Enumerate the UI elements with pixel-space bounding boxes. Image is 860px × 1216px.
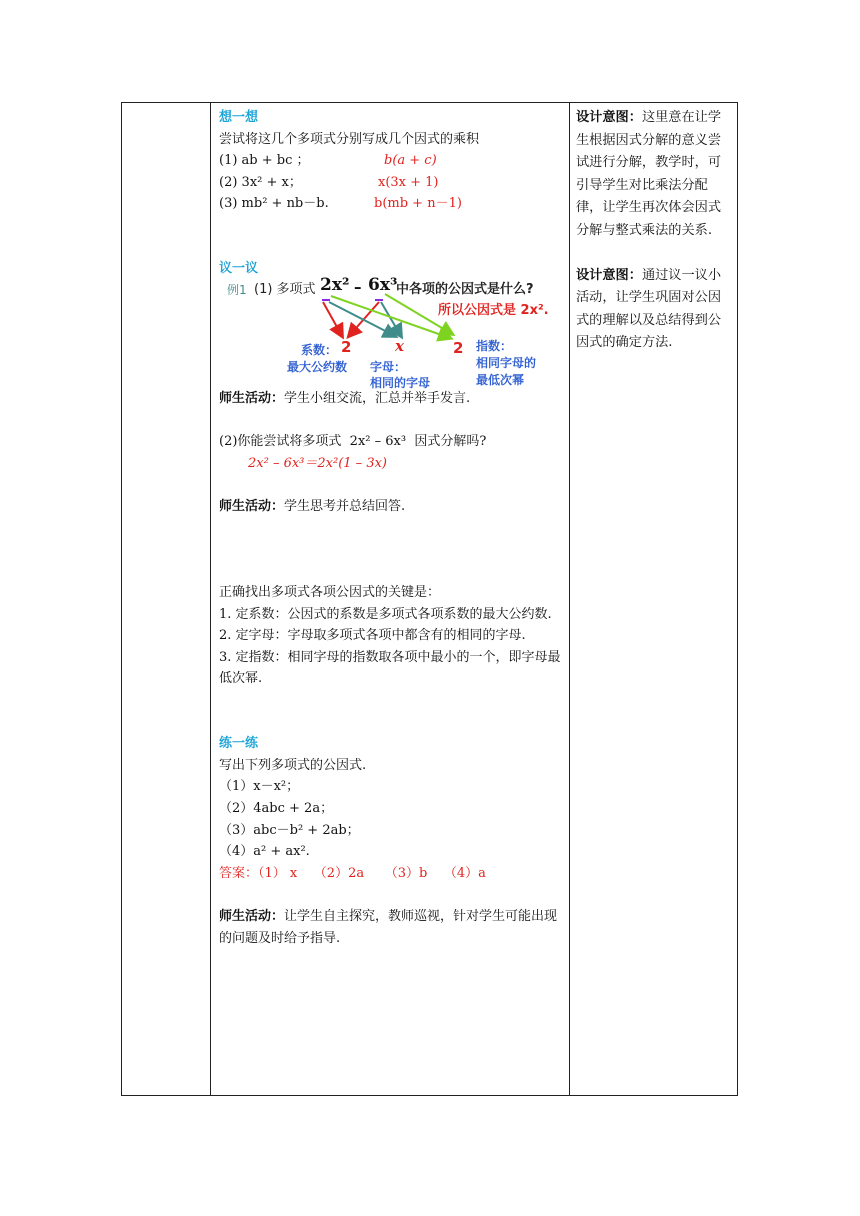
design-note-1-label: 设计意图： <box>576 110 642 125</box>
example-question-suffix: 中各项的公因式是什么? <box>396 281 534 297</box>
exp-value: 2 <box>453 338 464 357</box>
practice-item-4: （4）a² + ax². <box>219 844 310 860</box>
example-diagram <box>219 274 565 390</box>
design-note-2-text: 通过议一议小活动，让学生巩固对公因式的理解以及总结得到公因式的确定方法. <box>576 267 722 350</box>
practice-answer-1: （1） x <box>258 865 298 881</box>
design-note-1 <box>576 107 734 242</box>
think-intro: 尝试将这几个多项式分别写成几个因式的乘积 <box>219 131 480 147</box>
lesson-table <box>121 102 738 1096</box>
column-divider-right <box>569 103 570 1095</box>
question-2-answer: 2x² – 6x³＝2x²(1 – 3x) <box>248 455 387 471</box>
section-title-practice: 练一练 <box>219 736 259 752</box>
activity-2 <box>219 496 565 518</box>
question-2: (2)你能尝试将多项式 2x² – 6x³ 因式分解吗? <box>219 433 487 449</box>
practice-answer-label: 答案： <box>219 865 259 881</box>
key-point-1: 1. 定系数：公因式的系数是多项式各项系数的最大公约数. <box>219 606 552 622</box>
activity-3-label: 师生活动： <box>219 909 285 925</box>
key-point-3: 3. 定指数：相同字母的指数取各项中最小的一个，即字母最低次幂. <box>219 649 561 687</box>
design-note-2 <box>576 265 734 355</box>
practice-item-3: （3）abc－b² + 2ab； <box>219 822 360 838</box>
activity-1-label: 师生活动： <box>219 390 285 406</box>
think-item-1-expr: (1) ab + bc ； <box>219 153 310 169</box>
think-item-3-answer: b(mb + n－1) <box>374 196 462 212</box>
design-note-1-text: 这里意在让学生根据因式分解的意义尝试进行分解，教学时，可引导学生对比乘法分配律，让学生再次体会因式分解与整式乘法的关系. <box>576 110 722 238</box>
think-items <box>219 150 565 215</box>
example-label: 例1 <box>227 282 247 297</box>
main-content-column <box>219 107 565 949</box>
think-item-2-answer: x(3x + 1) <box>378 174 439 190</box>
think-item-2-expr: (2) 3x² + x； <box>219 174 302 190</box>
section-title-discuss: 议一议 <box>219 261 259 277</box>
exp-label-3: 最低次幂 <box>476 372 525 387</box>
activity-2-text: 学生思考并总结回答. <box>284 498 406 514</box>
practice-answer-3: （3）b <box>384 865 428 881</box>
design-note-2-label: 设计意图： <box>576 267 642 283</box>
practice-item-2: （2）4abc + 2a； <box>219 801 334 817</box>
activity-2-label: 师生活动： <box>219 498 285 514</box>
practice-intro: 写出下列多项式的公因式. <box>219 757 367 773</box>
example-term-b: 6x³ <box>368 274 398 295</box>
activity-1-text: 学生小组交流，汇总并举手发言. <box>284 390 471 406</box>
section-title-think: 想一想 <box>219 110 259 125</box>
example-term-a: 2x² <box>320 274 350 295</box>
key-points-intro: 正确找出多项式各项公因式的关键是： <box>219 585 441 601</box>
notes-column <box>576 107 734 355</box>
think-item-3-expr: (3) mb² + nb－b. <box>219 196 329 212</box>
coef-value: 2 <box>341 337 352 356</box>
activity-3-text: 让学生自主探究，教师巡视，针对学生可能出现的问题及时给予指导. <box>219 909 558 946</box>
example-minus: – <box>354 277 362 296</box>
practice-answer-4: （4）a <box>443 865 486 881</box>
think-item-1-answer: b(a + c) <box>384 153 437 169</box>
letter-value: x <box>395 336 404 355</box>
example-conclusion: 所以公因式是 2x². <box>438 302 549 318</box>
exp-label-2: 相同字母的 <box>476 355 537 370</box>
example-question-prefix: (1) 多项式 <box>254 281 316 297</box>
exp-label-1: 指数： <box>476 338 513 353</box>
practice-answer-2: （2）2a <box>313 865 365 881</box>
practice-answers <box>219 863 565 885</box>
letter-label-2: 相同的字母 <box>370 375 431 390</box>
key-point-2: 2. 定字母：字母取多项式各项中都含有的相同的字母. <box>219 628 526 644</box>
letter-label-1: 字母： <box>370 359 407 374</box>
column-divider-left <box>210 103 211 1095</box>
coef-label-1: 系数： <box>301 342 338 357</box>
coef-label-2: 最大公约数 <box>287 359 348 374</box>
practice-item-1: （1）x－x²； <box>219 779 300 795</box>
activity-3 <box>219 906 565 949</box>
